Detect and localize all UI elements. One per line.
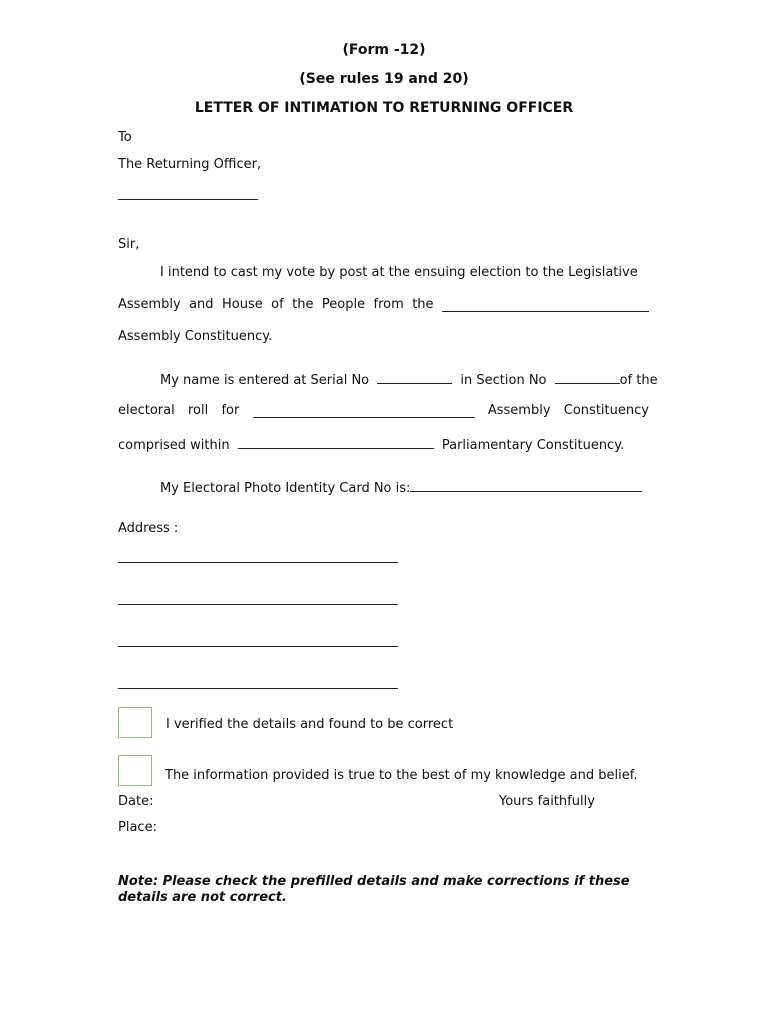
p1-word: People xyxy=(321,297,366,312)
form-number: (Form -12) xyxy=(342,42,426,58)
epic-no-blank[interactable] xyxy=(410,479,642,492)
p2-word: Constituency xyxy=(563,403,649,418)
serial-no-text: My name is entered at Serial No xyxy=(160,373,370,388)
paragraph-1-line-3: Assembly Constituency. xyxy=(118,329,273,344)
p1-word: the xyxy=(292,297,314,312)
p2-word: for xyxy=(221,403,240,418)
sign-off: Yours faithfully xyxy=(499,794,595,809)
epic-line xyxy=(160,479,642,496)
date-label: Date: xyxy=(118,794,154,809)
p1-word: the xyxy=(412,297,434,312)
parliamentary-constituency-blank[interactable] xyxy=(238,436,434,449)
electoral-roll-blank[interactable] xyxy=(253,405,475,418)
paragraph-2-line-1 xyxy=(160,371,658,388)
address-line[interactable] xyxy=(118,688,398,689)
address-line[interactable] xyxy=(118,646,398,647)
parliamentary-text: Parliamentary Constituency. xyxy=(441,438,625,453)
rules-reference: (See rules 19 and 20) xyxy=(299,71,469,87)
to-label: To xyxy=(118,130,132,145)
place-label: Place: xyxy=(118,820,157,835)
salutation-sir: Sir, xyxy=(118,237,140,252)
p2-word: roll xyxy=(187,403,209,418)
epic-text: My Electoral Photo Identity Card No is: xyxy=(160,481,411,496)
paragraph-2-line-3 xyxy=(118,436,624,453)
true-information-checkbox[interactable] xyxy=(118,755,152,786)
address-label: Address : xyxy=(118,521,179,536)
document-title: LETTER OF INTIMATION TO RETURNING OFFICER xyxy=(194,100,574,116)
true-information-label: The information provided is true to the best of my knowledge and belief. xyxy=(165,768,638,783)
address-line[interactable] xyxy=(118,562,398,563)
p1-word: House xyxy=(221,297,263,312)
paragraph-1-line-2 xyxy=(118,297,649,312)
paragraph-2-line-2 xyxy=(118,403,649,418)
of-the-text: of the xyxy=(619,373,658,388)
p1-word: Assembly xyxy=(118,297,181,312)
paragraph-1-line-1: I intend to cast my vote by post at the ensuing election to the Legislative xyxy=(160,265,638,280)
section-no-text: in Section No xyxy=(460,373,547,388)
note: Note: Please check the prefilled details and make corrections if these details are not correct. xyxy=(118,874,630,905)
p1-word: and xyxy=(189,297,214,312)
section-no-blank[interactable] xyxy=(555,371,620,384)
address-line[interactable] xyxy=(118,604,398,605)
comprised-within-text: comprised within xyxy=(118,438,230,453)
addressee-blank[interactable] xyxy=(118,199,258,200)
p2-word: Assembly xyxy=(487,403,551,418)
p1-word: of xyxy=(271,297,284,312)
serial-no-blank[interactable] xyxy=(377,371,452,384)
addressee: The Returning Officer, xyxy=(118,157,262,172)
p1-word: from xyxy=(373,297,404,312)
p2-word: electoral xyxy=(118,403,175,418)
verified-checkbox[interactable] xyxy=(118,707,152,738)
verified-label: I verified the details and found to be correct xyxy=(166,717,454,732)
assembly-constituency-blank[interactable] xyxy=(442,299,649,312)
